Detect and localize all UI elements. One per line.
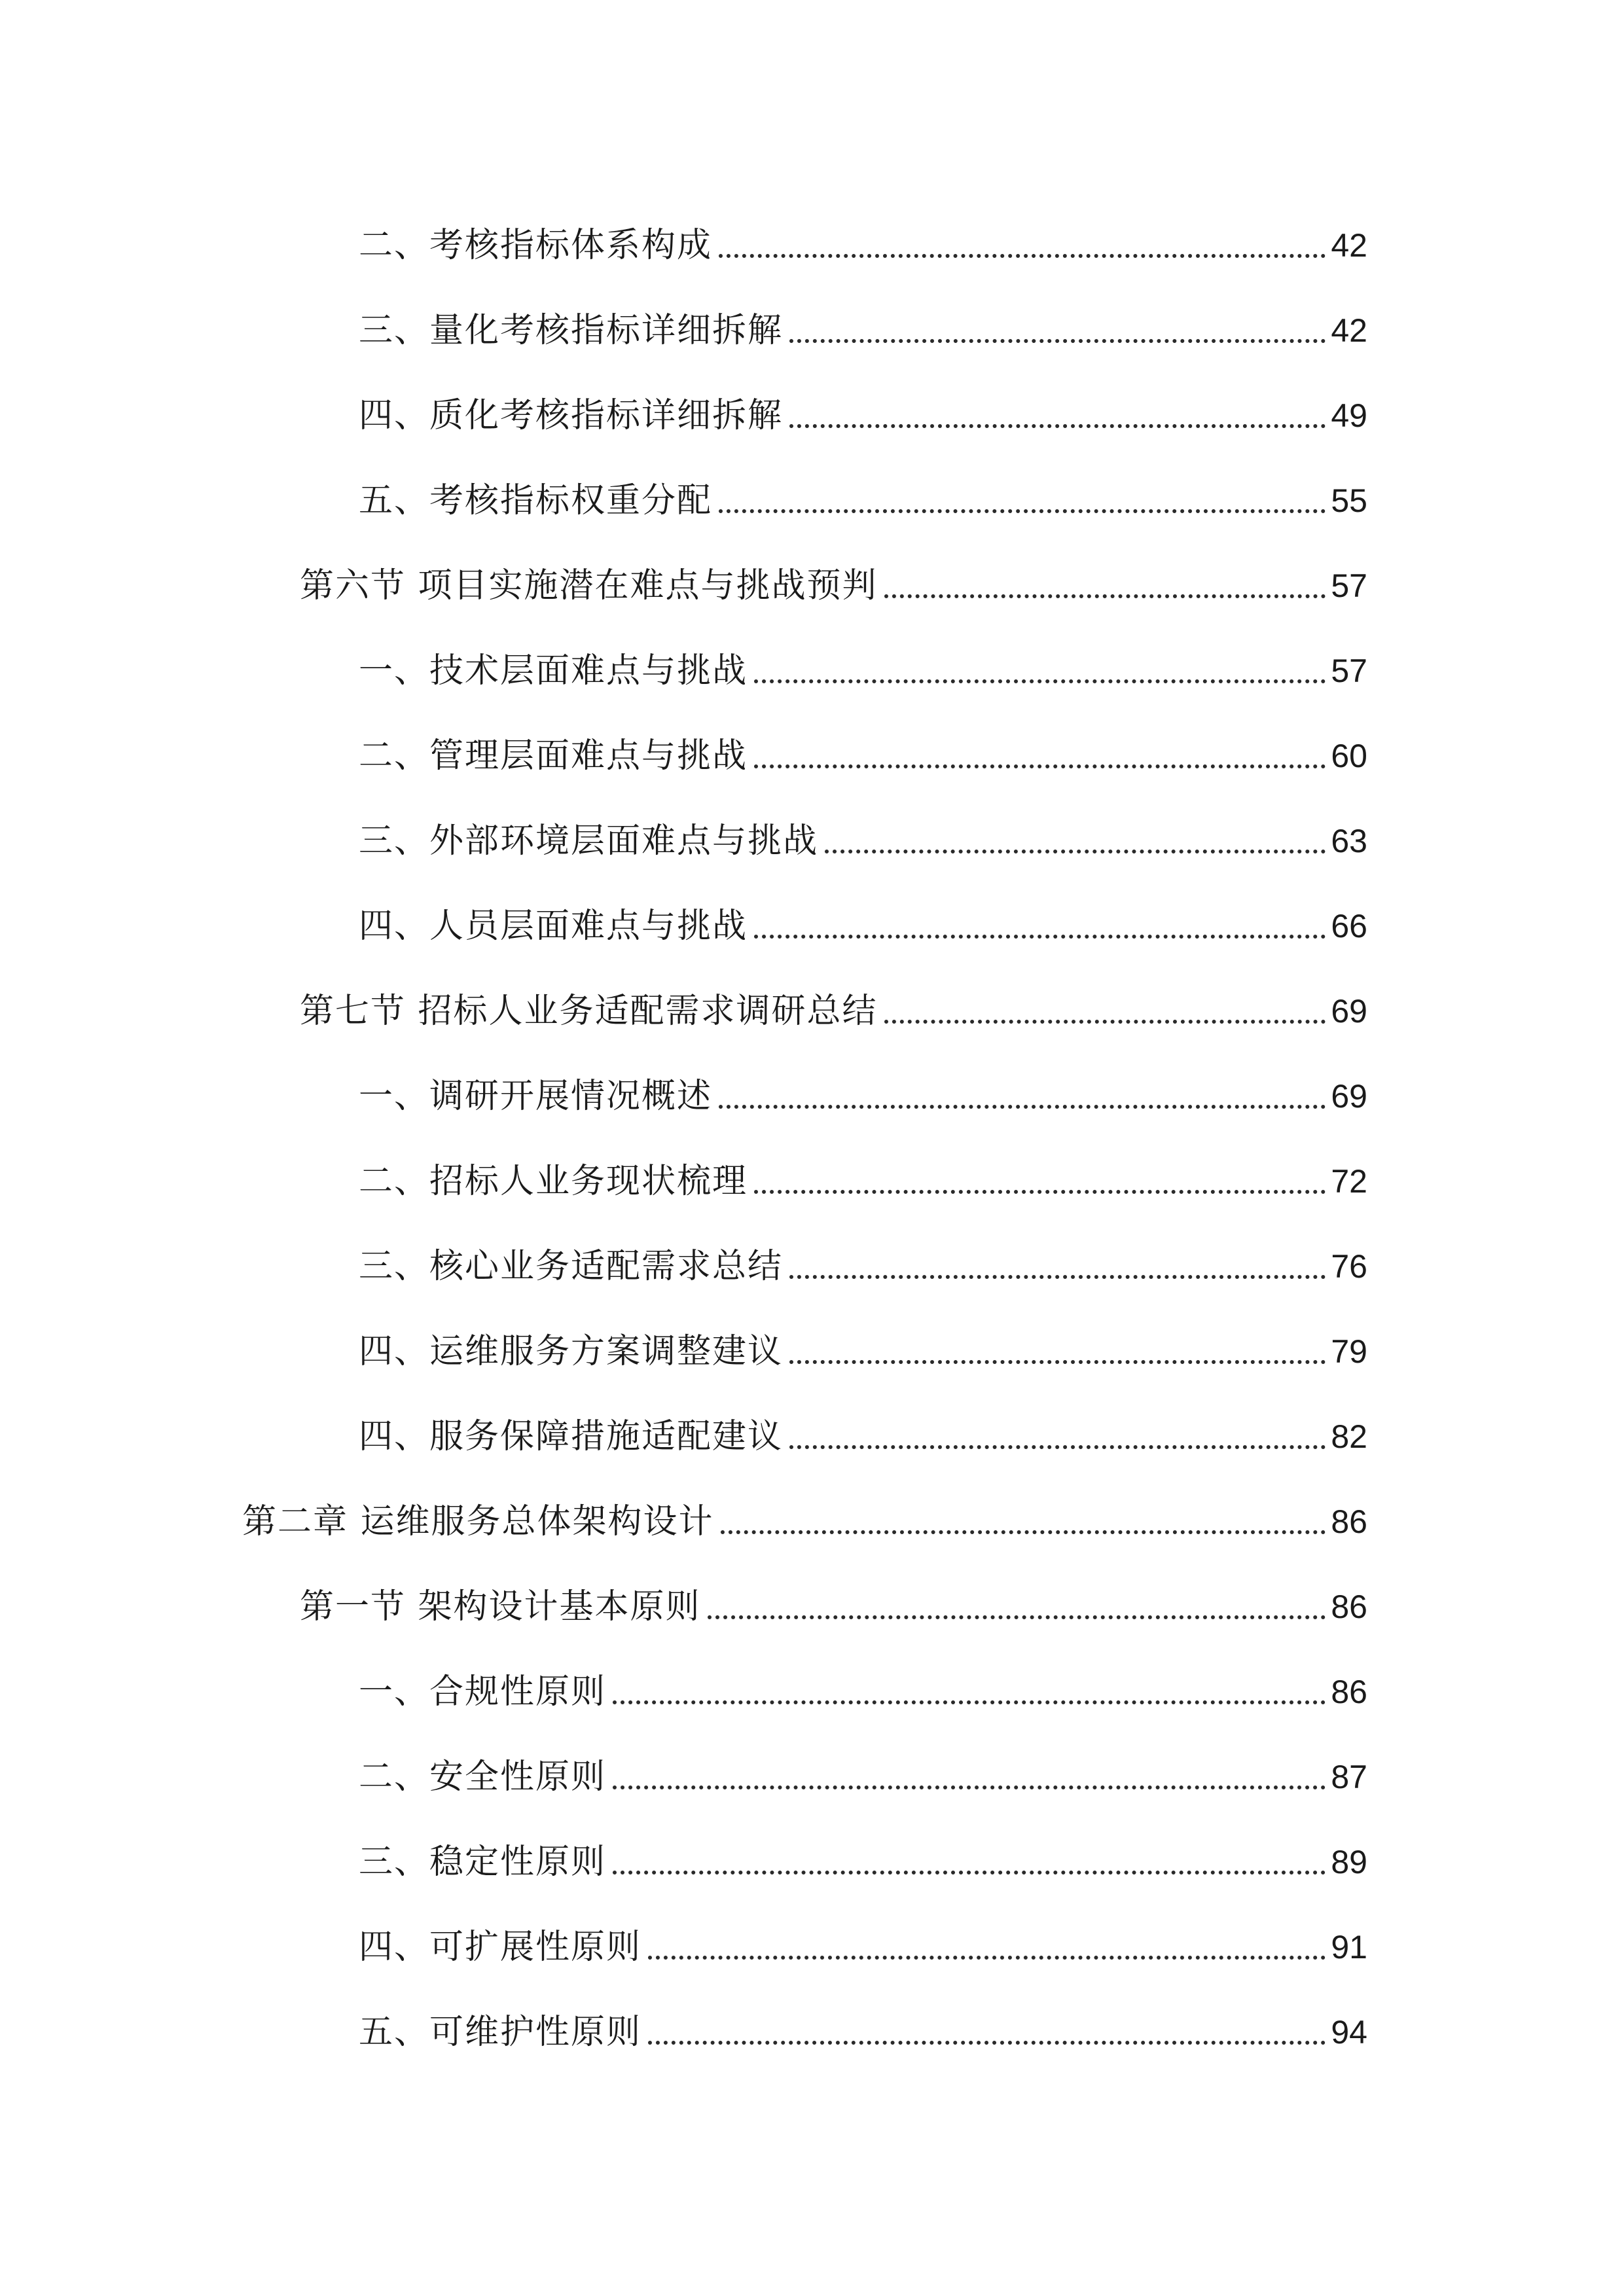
dot-leader (754, 679, 1326, 683)
dot-leader (648, 1955, 1326, 1960)
toc-entry[interactable] (359, 1316, 1367, 1374)
toc-entry-page: 60 (1331, 738, 1367, 774)
toc-entry[interactable] (359, 1996, 1367, 2055)
toc-entry-page: 42 (1331, 312, 1367, 349)
toc-entry[interactable] (359, 1401, 1367, 1460)
toc-entry-title: 二、考核指标体系构成 (359, 226, 713, 265)
dot-leader (884, 1019, 1326, 1024)
dot-leader (789, 423, 1326, 428)
toc-entry[interactable] (359, 465, 1367, 524)
toc-entry-section[interactable] (300, 1571, 1367, 1630)
toc-entry[interactable] (359, 1060, 1367, 1119)
toc-entry-page: 94 (1331, 2014, 1367, 2051)
toc-entry-title: 四、人员层面难点与挑战 (359, 906, 748, 946)
toc-entry-page: 82 (1331, 1418, 1367, 1455)
toc-entry[interactable] (359, 1741, 1367, 1800)
toc-entry-title: 三、稳定性原则 (359, 1842, 607, 1882)
toc-entry-title: 五、考核指标权重分配 (359, 481, 713, 520)
dot-leader (754, 934, 1326, 939)
toc-entry[interactable] (359, 295, 1367, 353)
dot-leader (884, 594, 1326, 598)
toc-entry-page: 57 (1331, 567, 1367, 604)
toc-entry-title: 第二章 运维服务总体架构设计 (242, 1502, 714, 1541)
toc-entry-page: 86 (1331, 1588, 1367, 1625)
toc-entry-title: 三、量化考核指标详细拆解 (359, 311, 784, 350)
toc-entry-title: 一、技术层面难点与挑战 (359, 651, 748, 691)
dot-leader (721, 1530, 1326, 1534)
toc-entry-title: 第七节 招标人业务适配需求调研总结 (300, 992, 878, 1031)
toc-entry-page: 87 (1331, 1759, 1367, 1795)
toc-entry-title: 二、管理层面难点与挑战 (359, 736, 748, 776)
toc-entry-title: 二、安全性原则 (359, 1757, 607, 1797)
toc-entry-page: 91 (1331, 1929, 1367, 1965)
toc-entry-title: 三、外部环境层面难点与挑战 (359, 821, 819, 861)
dot-leader (789, 1444, 1326, 1449)
dot-leader (613, 1785, 1326, 1789)
dot-leader (708, 1615, 1326, 1619)
toc-entry-page: 76 (1331, 1248, 1367, 1285)
toc-entry[interactable] (359, 805, 1367, 864)
toc-entry[interactable] (359, 209, 1367, 268)
toc-entry[interactable] (359, 720, 1367, 779)
toc-entry-page: 57 (1331, 653, 1367, 689)
toc-entry-page: 89 (1331, 1844, 1367, 1880)
toc-entry-title: 一、调研开展情况概述 (359, 1077, 713, 1116)
dot-leader (789, 1359, 1326, 1364)
toc-entry-page: 72 (1331, 1163, 1367, 1200)
toc-entry-title: 四、服务保障措施适配建议 (359, 1417, 784, 1456)
toc-entry-title: 一、合规性原则 (359, 1672, 607, 1712)
toc-entry-page: 79 (1331, 1333, 1367, 1370)
toc-entry[interactable] (359, 380, 1367, 439)
toc-entry-title: 四、运维服务方案调整建议 (359, 1332, 784, 1371)
toc-entry[interactable] (359, 890, 1367, 949)
toc-entry-title: 五、可维护性原则 (359, 2013, 642, 2052)
toc-entry-section[interactable] (300, 975, 1367, 1034)
toc-entry-chapter[interactable] (242, 1486, 1367, 1545)
toc-entry-page: 42 (1331, 227, 1367, 264)
toc-entry-title: 四、可扩展性原则 (359, 1928, 642, 1967)
toc-entry-title: 第六节 项目实施潜在难点与挑战预判 (300, 566, 878, 605)
dot-leader (754, 1189, 1326, 1194)
toc-entry-title: 四、质化考核指标详细拆解 (359, 396, 784, 435)
dot-leader (648, 2040, 1326, 2045)
toc-entry-page: 69 (1331, 1078, 1367, 1115)
toc-entry-section[interactable] (300, 550, 1367, 609)
toc-entry-title: 第一节 架构设计基本原则 (300, 1587, 701, 1626)
toc-entry-page: 49 (1331, 397, 1367, 434)
dot-leader (825, 849, 1326, 853)
dot-leader (754, 764, 1326, 768)
toc-entry-page: 66 (1331, 908, 1367, 944)
dot-leader (613, 1870, 1326, 1874)
toc-entry-page: 69 (1331, 993, 1367, 1030)
toc-entry-page: 86 (1331, 1503, 1367, 1540)
toc-entry-page: 55 (1331, 482, 1367, 519)
dot-leader (719, 1104, 1326, 1109)
toc-entry[interactable] (359, 635, 1367, 694)
toc-entry-page: 86 (1331, 1674, 1367, 1710)
toc-entry-title: 三、核心业务适配需求总结 (359, 1247, 784, 1286)
toc-entry[interactable] (359, 1145, 1367, 1204)
toc-entry-page: 63 (1331, 823, 1367, 859)
dot-leader (789, 338, 1326, 343)
toc-entry-title: 二、招标人业务现状梳理 (359, 1162, 748, 1201)
dot-leader (719, 253, 1326, 258)
dot-leader (789, 1274, 1326, 1279)
toc-entry[interactable] (359, 1230, 1367, 1289)
toc-entry[interactable] (359, 1911, 1367, 1970)
dot-leader (719, 509, 1326, 513)
dot-leader (613, 1700, 1326, 1704)
toc-entry[interactable] (359, 1656, 1367, 1715)
toc-entry[interactable] (359, 1826, 1367, 1885)
